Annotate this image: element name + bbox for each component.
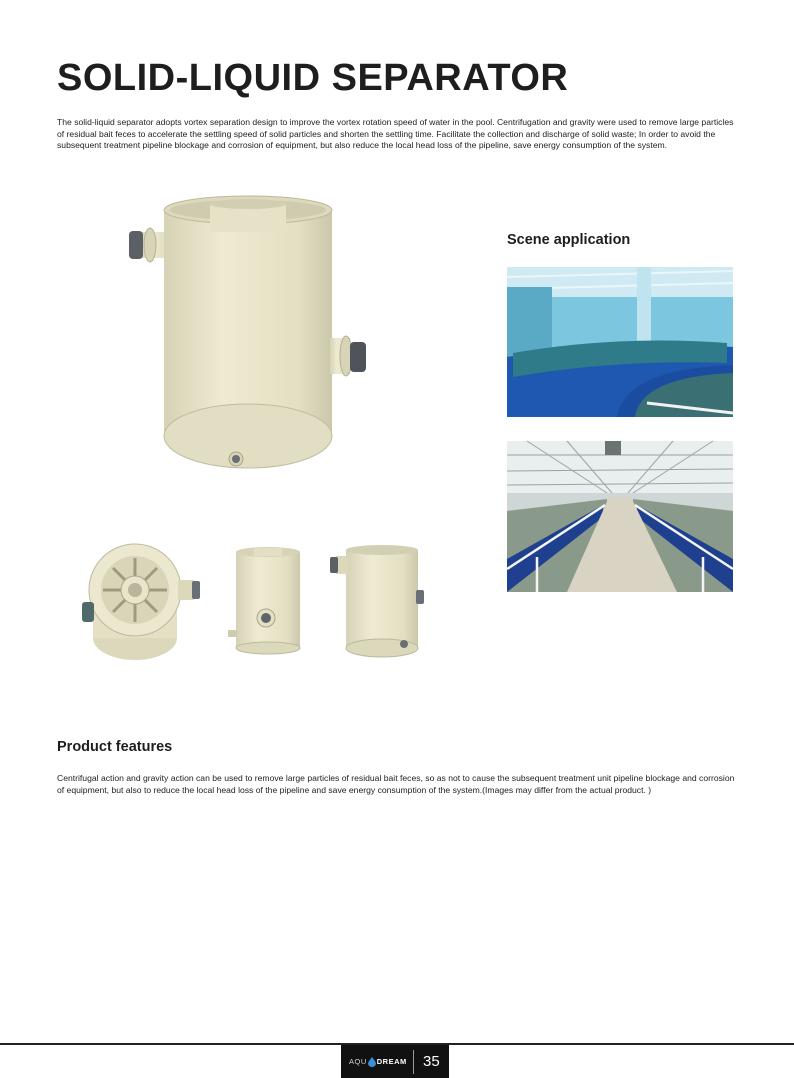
product-top-view-image	[80, 540, 210, 665]
scene-heading: Scene application	[507, 232, 631, 248]
brand-logo: AQU DREAM	[349, 1057, 407, 1066]
features-heading: Product features	[57, 739, 173, 755]
scene-photo-indoor-tanks	[507, 267, 733, 417]
product-side-view-image	[228, 544, 308, 656]
product-angle-view-image	[330, 542, 430, 660]
features-paragraph: Centrifugal action and gravity action can be used to remove large particles of residual bait feces, so as not to cause the subsequent treatment unit pipeline blockage and corrosion of equipment, but also to reduce the local head loss of the pipeline and save energy consumption of the system.(Images may differ from the actual product. )	[57, 773, 735, 795]
scene-photo-greenhouse	[507, 441, 733, 592]
intro-paragraph: The solid-liquid separator adopts vortex separation design to improve the vortex rotation speed of water in the pool. Centrifugation and gravity were used to remove large particles of residual bait feces to accelerate the settling speed of solid particles and shorten the settling time. Facilitate the collection and discharge of solid waste; In order to avoid the subsequent treatment pipeline blockage and corrosion of equipment, but also reduce the local head loss of the pipeline, save energy consumption of the system.	[57, 117, 734, 150]
page-number: 35	[423, 1053, 440, 1070]
product-main-image	[122, 196, 372, 486]
page-title: SOLID-LIQUID SEPARATOR	[57, 57, 569, 99]
footer-badge	[341, 1045, 449, 1078]
water-drop-icon	[368, 1057, 376, 1067]
